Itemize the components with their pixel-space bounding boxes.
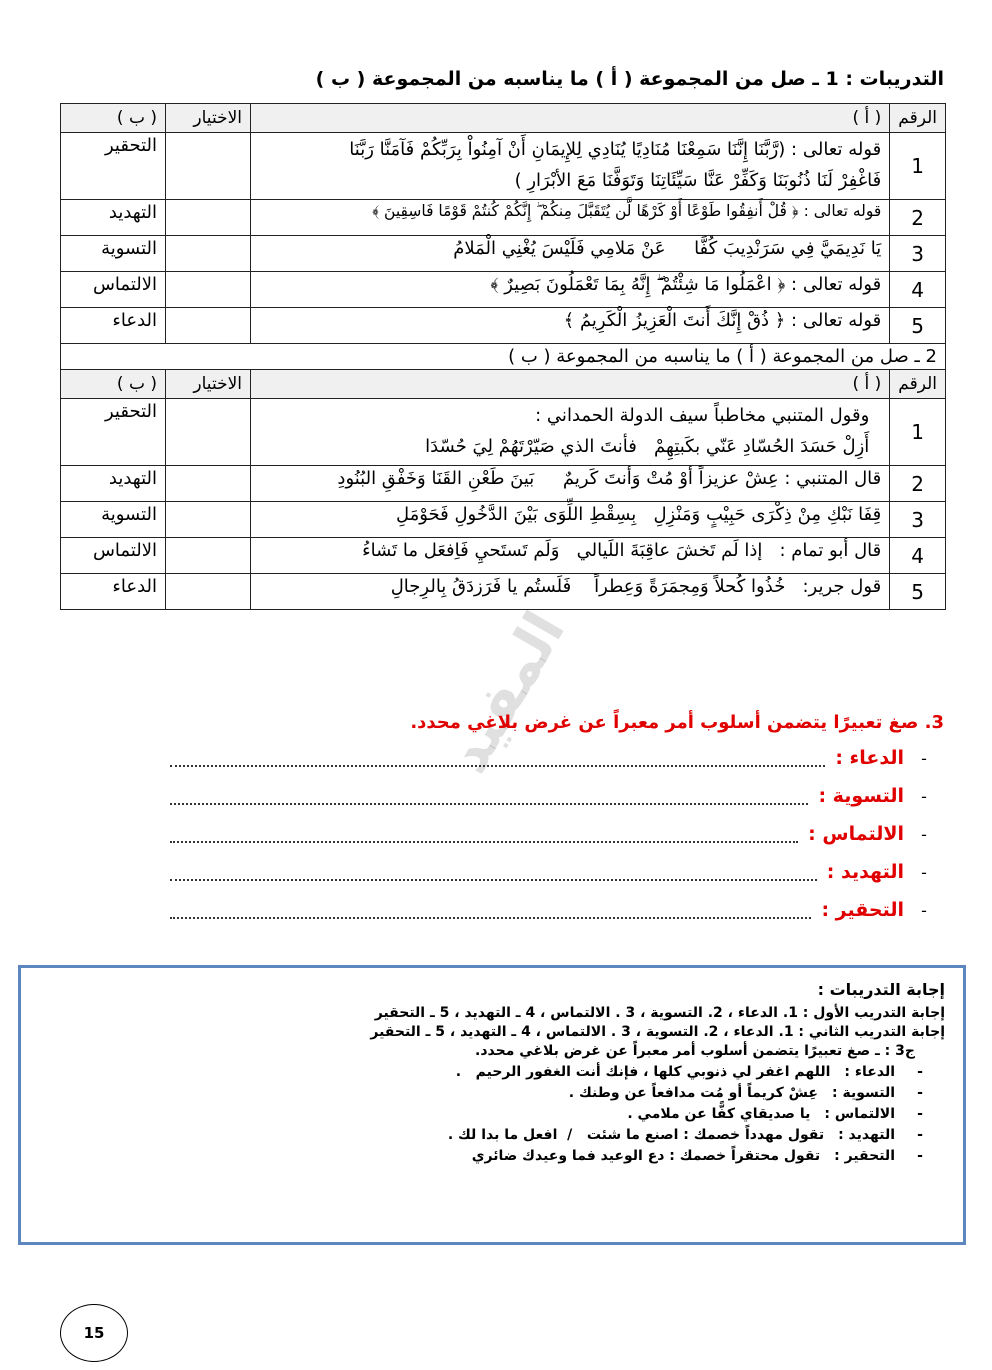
row-number: 4 (890, 538, 946, 574)
bullet-dash: - (917, 1148, 923, 1164)
row-option-b: الدعاء (61, 308, 166, 344)
row-text-line: وقول المتنبي مخاطباً سيف الدولة الحمداني : (535, 405, 870, 426)
bullet-dash: - (921, 748, 927, 768)
row-text-line: أَزِلْ حَسَدَ الحُسّادِ عَنّي بكَبتِهِمْ فأنتَ الذي صَيّرْتَهُمْ لِيَ حُسّدَا (425, 435, 870, 457)
choice-cell[interactable] (166, 399, 251, 466)
choice-cell[interactable] (166, 308, 251, 344)
answer-label: التحقير : (821, 899, 904, 921)
row-text-line: قوله تعالى : (رَّبَّنَا إِنَّنَا سَمِعْنَا مُنَادِيًا يُنَادِي لِلإِيمَانِ أَنْ آمِنُواْ بِرَبِّكُمْ فَآمَنَّا رَبَّنَا (349, 139, 882, 160)
table-row (61, 399, 946, 466)
section-2-title-row (61, 344, 946, 370)
choice-cell[interactable] (166, 466, 251, 502)
answer-exercise-3-title: ج3 : ـ صغ تعبيرًا يتضمن أسلوب أمر معبراً عن غرض بلاغي محدد. (475, 1043, 915, 1059)
row-text-a (251, 133, 890, 200)
answers-title: إجابة التدريبات : (817, 980, 945, 999)
row-text-a: قوله تعالى : ﴿ ذُقْ إِنَّكَ أَنتَ الْعَزِيزُ الْكَرِيمُ ﴾ (251, 308, 890, 344)
answer-item (39, 1064, 945, 1080)
table-header-row (61, 370, 946, 399)
answer-exercise-1: إجابة التدريب الأول : 1. الدعاء ، 2. التسوية ، 3 . الالتماس ، 4 ـ التهديد ، 5 ـ التحقير (374, 1005, 945, 1021)
row-text-a: قِفَا نَبْكِ مِنْ ذِكْرَى حَبِيْبٍ وَمَنْزِلِ بِسِقْطِ اللِّوَى بَيْنَ الدَّخُولِ فَحَوْمَلِ (251, 502, 890, 538)
bullet-dash: - (917, 1085, 923, 1101)
answer-label: الالتماس : (824, 1106, 895, 1122)
row-number: 5 (890, 308, 946, 344)
header-choice: الاختيار (166, 370, 251, 399)
answer-text: عِشْ كريماً أو مُت مدافعاً عن وطنك . (568, 1085, 818, 1101)
bullet-dash: - (921, 786, 927, 806)
row-number: 4 (890, 272, 946, 308)
row-option-b: التسوية (61, 502, 166, 538)
section-2-title: 2 ـ صل من المجموعة ( أ ) ما يناسبه من المجموعة ( ب ) (61, 344, 946, 370)
bullet-dash: - (917, 1127, 923, 1143)
row-option-b: التسوية (61, 236, 166, 272)
answer-label: التهديد : (826, 861, 904, 883)
table-header-row (61, 104, 946, 133)
table-row (61, 502, 946, 538)
page-title: التدريبات : 1 ـ صل من المجموعة ( أ ) ما يناسبه من المجموعة ( ب ) (315, 68, 944, 90)
row-number: 5 (890, 574, 946, 610)
row-option-b: التحقير (61, 399, 166, 466)
table-row (61, 308, 946, 344)
row-option-b: التهديد (61, 200, 166, 236)
choice-cell[interactable] (166, 574, 251, 610)
bullet-dash: - (917, 1106, 923, 1122)
answer-item (39, 1148, 945, 1164)
answer-line (60, 739, 944, 777)
answer-label: الدعاء : (844, 1064, 895, 1080)
row-option-b: التهديد (61, 466, 166, 502)
row-number: 1 (890, 399, 946, 466)
choice-cell[interactable] (166, 200, 251, 236)
answer-line (60, 777, 944, 815)
answer-label: الالتماس : (808, 823, 904, 845)
answer-label: التهديد : (838, 1127, 895, 1143)
bullet-dash: - (921, 824, 927, 844)
row-text-a: قوله تعالى : ﴿ قُلْ أَنفِقُوا طَوْعًا أَوْ كَرْهًا لَّن يُتَقَبَّلَ مِنكُمْ ۖ إِنَّكُمْ كُنتُمْ قَوْمًا فَاسِقِينَ ﴾ (251, 200, 890, 236)
bullet-dash: - (921, 900, 927, 920)
row-text-a: قوله تعالى : ﴿ اعْمَلُوا مَا شِئْتُمْ ۖ إِنَّهُ بِمَا تَعْمَلُونَ بَصِيرٌ ﴾ (251, 272, 890, 308)
row-number: 3 (890, 236, 946, 272)
answer-line (60, 853, 944, 891)
header-group-a: ( أ ) (251, 370, 890, 399)
page-number: 15 (60, 1304, 128, 1362)
answer-text: اللهم اغفر لي ذنوبي كلها ، فإنك أنت الغفور الرحيم . (455, 1064, 831, 1080)
row-number: 2 (890, 200, 946, 236)
choice-cell[interactable] (166, 272, 251, 308)
answer-input-dotted[interactable] (170, 787, 808, 805)
table-row (61, 133, 946, 200)
table-row (61, 466, 946, 502)
answer-text: يا صديقاي كفًّا عن ملامي . (627, 1106, 811, 1122)
row-text-a: قال المتنبي : عِشْ عزيزاً أوْ مُتْ وَأنتَ كَريمٌ بَينَ طَعْنِ القَنَا وَخَفْقِ البُنُودِ (251, 466, 890, 502)
header-group-b: ( ب ) (61, 104, 166, 133)
table-row (61, 236, 946, 272)
row-option-b: الالتماس (61, 272, 166, 308)
answer-input-dotted[interactable] (170, 901, 811, 919)
row-text-line: فَاغْفِرْ لَنَا ذُنُوبَنَا وَكَفِّرْ عَنَّا سَيِّئَاتِنَا وَتَوَفَّنَا مَعَ الأبْرَارِ ) (514, 169, 882, 191)
answer-item (39, 1106, 945, 1122)
choice-cell[interactable] (166, 502, 251, 538)
header-choice: الاختيار (166, 104, 251, 133)
choice-cell[interactable] (166, 133, 251, 200)
answer-input-dotted[interactable] (170, 863, 817, 881)
answer-label: التسوية : (831, 1085, 895, 1101)
answer-label: الدعاء : (835, 747, 904, 769)
answers-box (18, 965, 966, 1245)
row-option-b: الالتماس (61, 538, 166, 574)
row-option-b: الدعاء (61, 574, 166, 610)
answer-label: التسوية : (818, 785, 904, 807)
row-text-a (251, 399, 890, 466)
watermark: المفيد (435, 601, 579, 784)
answer-input-dotted[interactable] (170, 749, 825, 767)
answer-item (39, 1085, 945, 1101)
choice-cell[interactable] (166, 236, 251, 272)
row-text-a: قال أبو تمام : إذا لَم تَخشَ عاقِبَةَ اللَيالي وَلَم تَستَحيِ فَاِفعَل ما تَشاءُ (251, 538, 890, 574)
row-text-a: يَا نَدِيمَيَّ فِي سَرَنْدِيبَ كُفَّا عَنْ مَلامِي فَلَيْسَ يُغْنِي الْمَلامُ (251, 236, 890, 272)
header-group-a: ( أ ) (251, 104, 890, 133)
header-num: الرقم (890, 104, 946, 133)
row-option-b: التحقير (61, 133, 166, 200)
row-number: 1 (890, 133, 946, 200)
answer-line (60, 815, 944, 853)
row-number: 2 (890, 466, 946, 502)
answer-exercise-2: إجابة التدريب الثاني : 1. الدعاء ، 2. التسوية ، 3 . الالتماس ، 4 ـ التهديد ، 5 ـ التحقير (370, 1024, 945, 1040)
answer-text: تقول محتقراً خصمك : دع الوعيد فما وعيدك ضائري (471, 1148, 821, 1164)
answer-line (60, 891, 944, 929)
row-text-a: قول جرير: خُذُوا كُحلاً وَمِجمَرَةً وَعِطراً فَلَستُم يا فَرَزدَقُ بِالرِجالِ (251, 574, 890, 610)
table-row (61, 574, 946, 610)
header-num: الرقم (890, 370, 946, 399)
bullet-dash: - (921, 862, 927, 882)
bullet-dash: - (917, 1064, 923, 1080)
header-group-b: ( ب ) (61, 370, 166, 399)
table-row (61, 538, 946, 574)
table-row (61, 200, 946, 236)
choice-cell[interactable] (166, 538, 251, 574)
answer-label: التحقير : (834, 1148, 895, 1164)
table-row (61, 272, 946, 308)
question-3 (60, 712, 944, 929)
exercise-table-1 (60, 103, 946, 610)
question-3-title: 3. صغ تعبيرًا يتضمن أسلوب أمر معبراً عن غرض بلاغي محدد. (410, 712, 944, 733)
answer-text: تقول مهدداً خصمك : اصنع ما شئت / افعل ما بدا لك . (447, 1127, 825, 1143)
answer-input-dotted[interactable] (170, 825, 798, 843)
row-number: 3 (890, 502, 946, 538)
answer-item (39, 1127, 945, 1143)
